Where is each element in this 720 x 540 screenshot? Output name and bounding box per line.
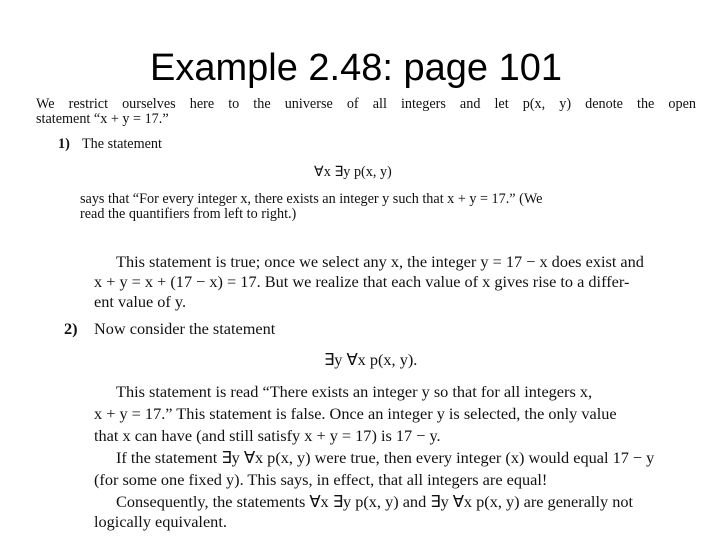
item-2-body-line: This statement is read “There exists an integer y so that for all integers x, [116, 382, 593, 401]
item-2-body-line: Consequently, the statements ∀x ∃y p(x, y) and ∃y ∀x p(x, y) are generally not [116, 492, 633, 511]
intro-line: statement “x + y = 17.” [36, 111, 169, 127]
item-2-label: Now consider the statement [94, 319, 276, 338]
item-1-explanation-line: says that “For every integer x, there exists an integer y such that x + y = 17.” (We [80, 191, 543, 207]
item-1-comment-line: ent value of y. [94, 292, 187, 311]
item-1-comment-line: This statement is true; once we select any x, the integer y = 17 − x does exist and [116, 252, 644, 271]
item-1-number: 1) [58, 136, 70, 152]
item-1-comment-line: x + y = x + (17 − x) = 17. But we realize that each value of x gives rise to a differ- [94, 272, 630, 291]
item-2-body-line: If the statement ∃y ∀x p(x, y) were true, then every integer (x) would equal 17 − y [116, 448, 655, 467]
slide-title: Example 2.48: page 101 [150, 47, 562, 89]
item-1-formula: ∀x ∃y p(x, y) [314, 164, 392, 180]
item-1-label: The statement [82, 136, 162, 152]
item-2-body-line: that x can have (and still satisfy x + y = 17) is 17 − y. [94, 426, 441, 445]
item-2-formula: ∃y ∀x p(x, y). [324, 350, 418, 369]
item-2-body-line: x + y = 17.” This statement is false. Once an integer y is selected, the only value [94, 404, 617, 423]
item-2-body-line: logically equivalent. [94, 512, 227, 531]
item-1-explanation-line: read the quantifiers from left to right.) [80, 206, 297, 222]
item-2-body-line: (for some one fixed y). This says, in effect, that all integers are equal! [94, 470, 548, 489]
intro-line: We restrict ourselves here to the universe of all integers and let p(x, y) denote the open [36, 96, 696, 112]
item-2-number: 2) [64, 319, 78, 338]
